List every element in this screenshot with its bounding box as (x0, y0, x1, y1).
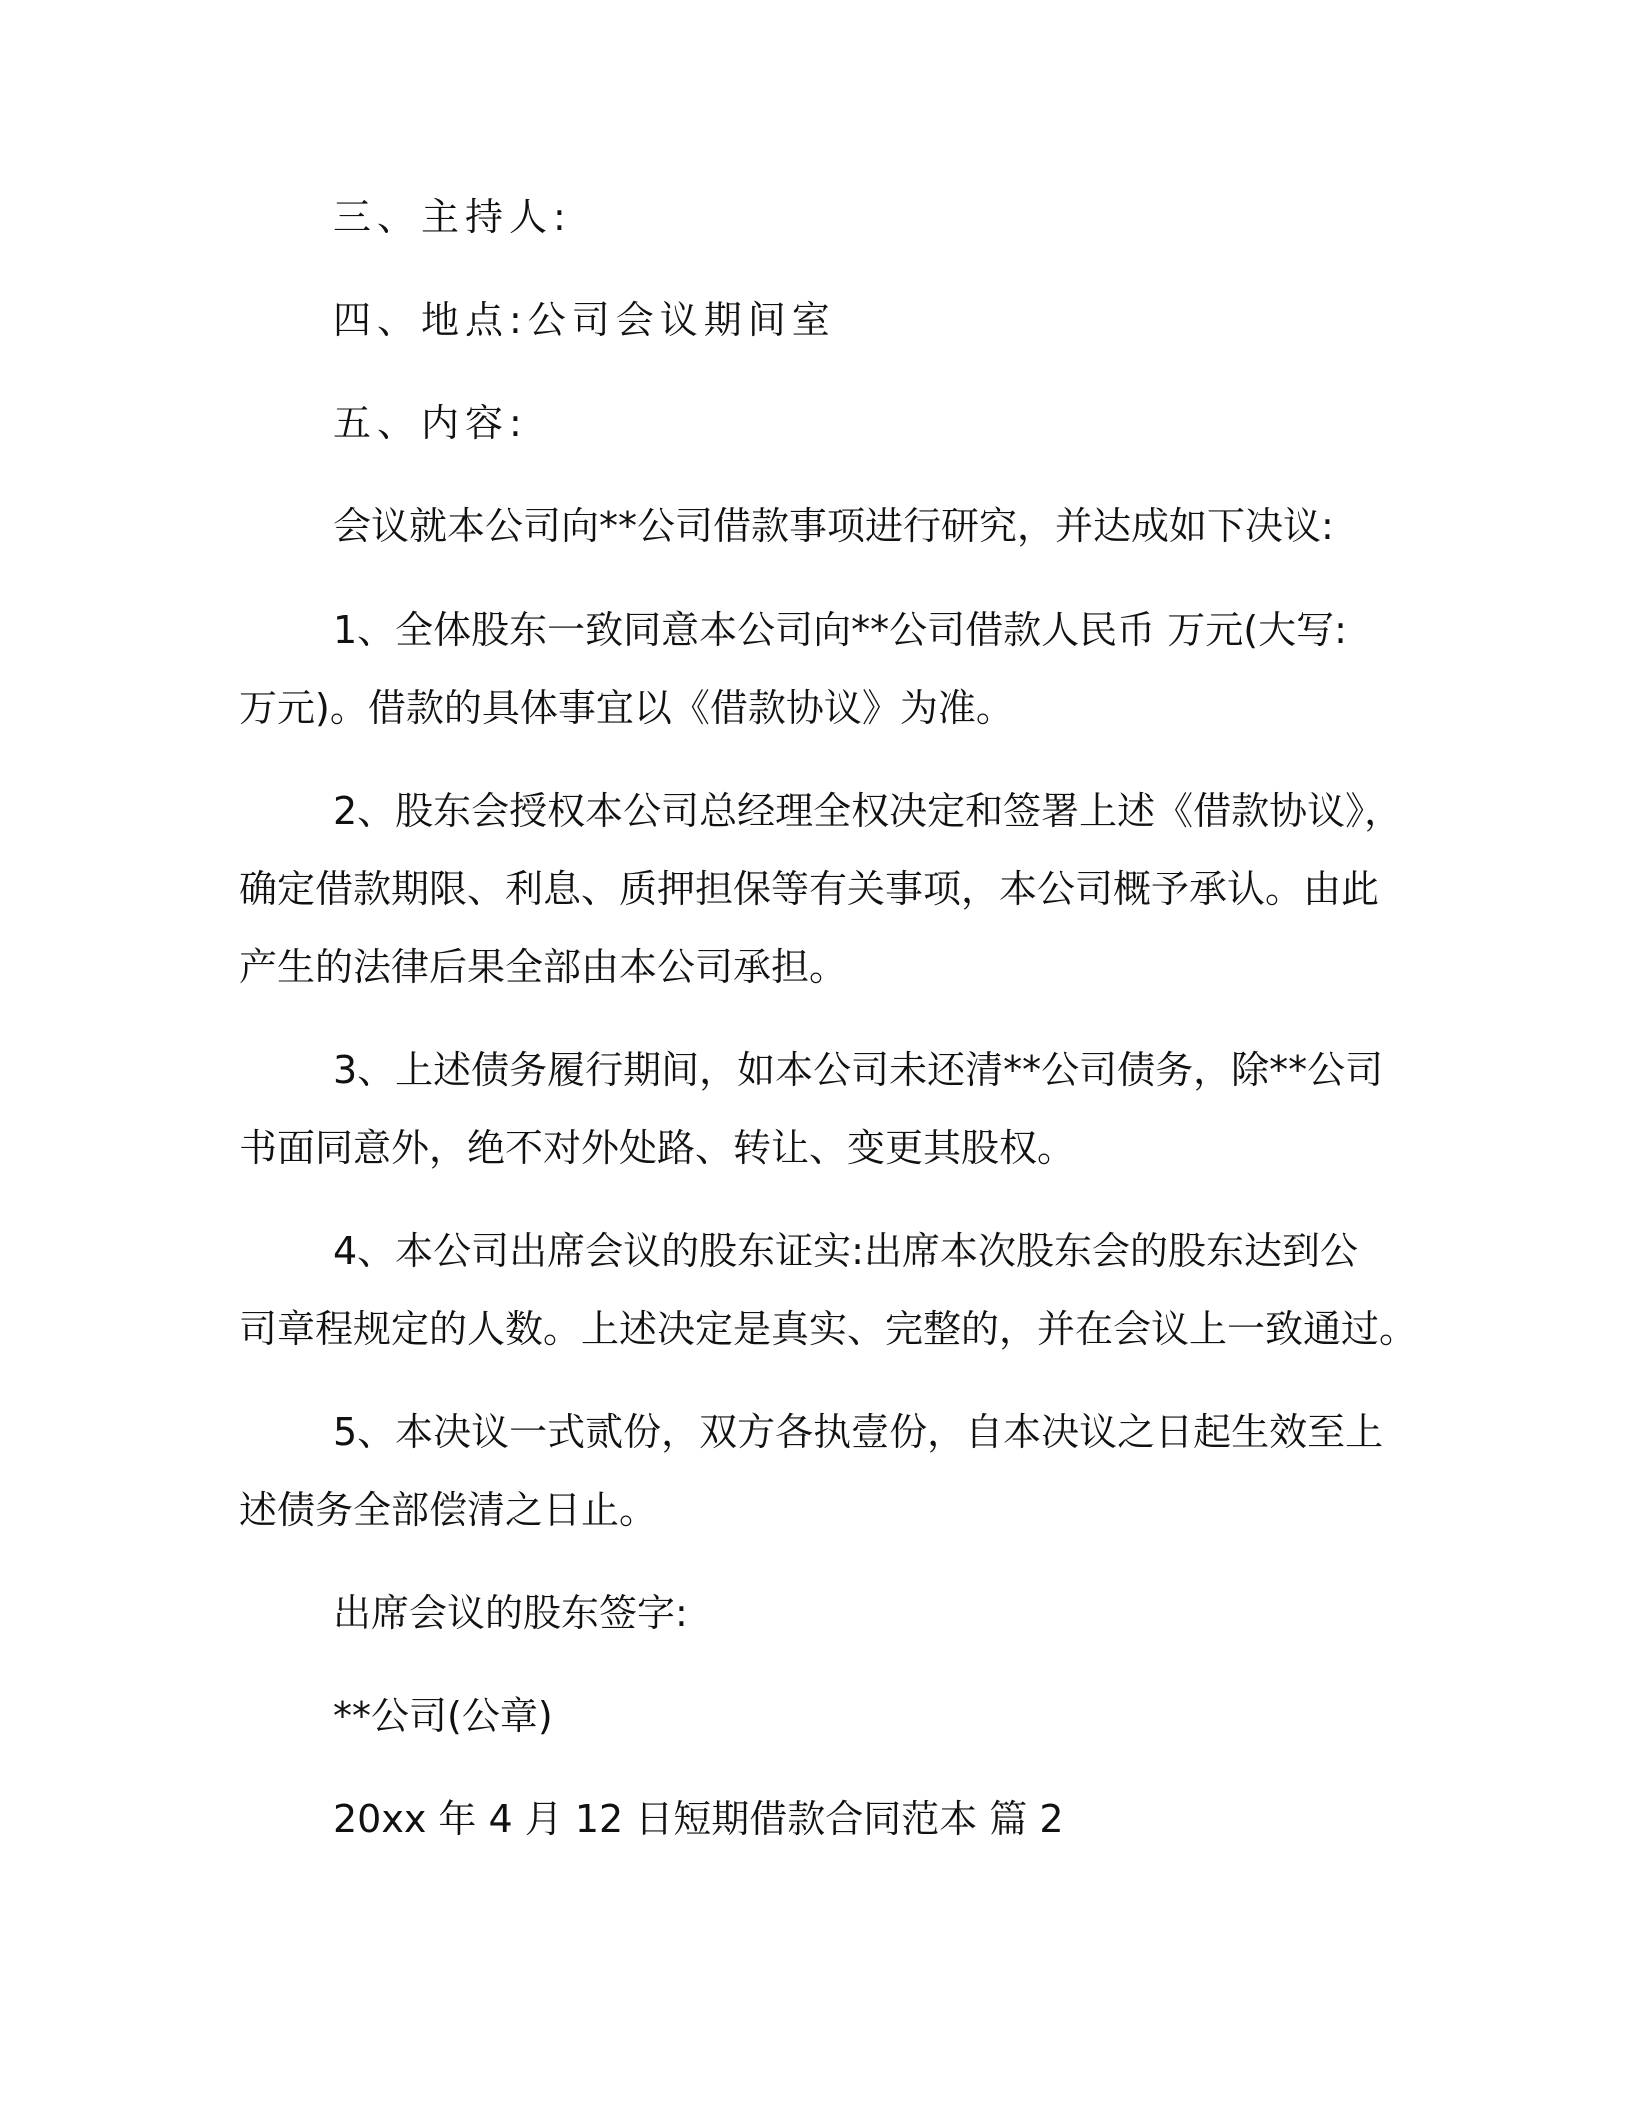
item-4-line-1: 4、本公司出席会议的股东证实:出席本次股东会的股东达到公 (333, 1229, 1358, 1273)
item-1-line-2: 万元)。借款的具体事宜以《借款协议》为准。 (239, 686, 1014, 730)
signature-label: 出席会议的股东签字: (333, 1591, 688, 1635)
item-3-line-2: 书面同意外，绝不对外处路、转让、变更其股权。 (239, 1126, 1076, 1170)
item-5-line-2: 述债务全部偿清之日止。 (239, 1488, 658, 1532)
heading-content: 五、内容: (333, 401, 528, 445)
date-title-line: 20xx 年 4 月 12 日短期借款合同范本 篇 2 (333, 1797, 1064, 1841)
item-3-line-1: 3、上述债务履行期间，如本公司未还清**公司债务，除**公司 (333, 1048, 1384, 1092)
intro-paragraph: 会议就本公司向**公司借款事项进行研究，并达成如下决议: (333, 504, 1334, 548)
item-2-line-1: 2、股东会授权本公司总经理全权决定和签署上述《借款协议》， (333, 789, 1403, 833)
heading-location: 四、地点:公司会议期间室 (333, 298, 836, 342)
item-1-line-1: 1、全体股东一致同意本公司向**公司借款人民币 万元(大写: (333, 608, 1347, 652)
company-seal-line: **公司(公章) (333, 1694, 553, 1738)
item-5-line-1: 5、本决议一式贰份，双方各执壹份，自本决议之日起生效至上 (333, 1410, 1384, 1454)
item-4-line-2: 司章程规定的人数。上述决定是真实、完整的，并在会议上一致通过。 (239, 1307, 1418, 1351)
item-2-line-2: 确定借款期限、利息、质押担保等有关事项，本公司概予承认。由此 (239, 867, 1380, 911)
heading-host: 三、主持人: (333, 195, 572, 239)
item-2-line-3: 产生的法律后果全部由本公司承担。 (239, 945, 848, 989)
